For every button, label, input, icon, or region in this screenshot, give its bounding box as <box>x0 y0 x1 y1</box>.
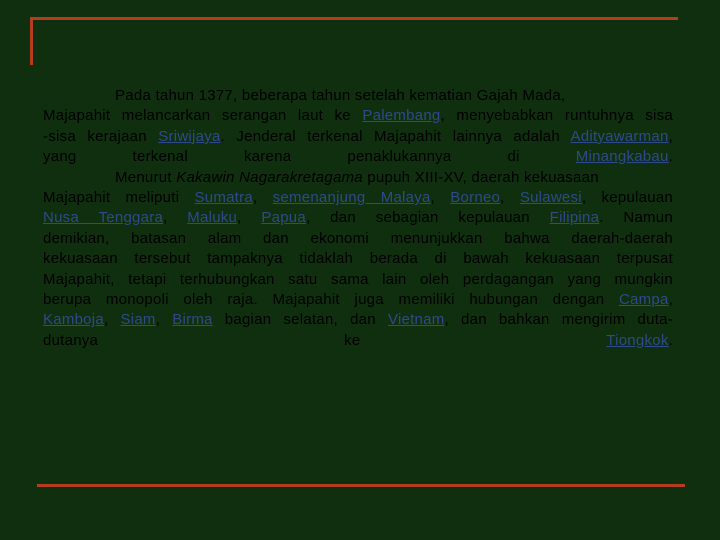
text-line <box>43 310 673 330</box>
italic-title-text: Kakawin Nagarakretagama <box>176 168 363 186</box>
body-paragraph <box>43 86 673 351</box>
text-line <box>43 290 673 310</box>
text-run: . Jenderal terkenal Majapahit lainnya adalah <box>220 127 571 145</box>
text-run: , <box>155 311 173 329</box>
text-run: , <box>237 209 262 227</box>
text-line <box>43 208 673 228</box>
text-line <box>43 229 673 249</box>
text-run: , kepulauan <box>581 189 674 207</box>
hyperlink[interactable]: Tiongkok <box>606 331 669 349</box>
text-run: , <box>430 189 451 207</box>
text-run: berupa monopoli oleh raja. Majapahit juga memiliki hubungan dengan <box>43 291 619 309</box>
text-run: , <box>103 311 121 329</box>
hyperlink[interactable]: Palembang <box>362 107 441 125</box>
text-run: bagian selatan, dan <box>212 311 388 329</box>
text-run: pupuh XIII-XV, daerah kekuasaan <box>362 168 599 186</box>
hyperlink[interactable]: Papua <box>261 209 306 227</box>
bottom-rule-line <box>37 484 685 487</box>
text-line <box>43 249 673 269</box>
text-run: , <box>252 189 273 207</box>
text-line <box>43 188 673 208</box>
hyperlink[interactable]: Nusa Tenggara <box>43 209 164 227</box>
hyperlink[interactable]: Siam <box>120 311 156 329</box>
text-run: , <box>163 209 188 227</box>
text-run: , <box>500 189 520 207</box>
text-line <box>43 106 673 126</box>
hyperlink[interactable]: Sumatra <box>194 189 253 207</box>
hyperlink[interactable]: Campa <box>618 291 669 309</box>
hyperlink[interactable]: Sriwijaya <box>158 127 221 145</box>
text-run: , <box>668 291 673 309</box>
text-line <box>43 331 673 351</box>
hyperlink[interactable]: Sulawesi <box>519 189 582 207</box>
hyperlink[interactable]: semenanjung Malaya <box>272 189 431 207</box>
text-run: kekuasaan tersebut tampaknya tidaklah berada di bawah kekuasaan terpusat <box>43 250 673 268</box>
text-run: , dan bahkan mengirim duta- <box>444 311 673 329</box>
text-run: -sisa kerajaan <box>43 127 159 145</box>
text-line <box>43 270 673 290</box>
text-run: . <box>668 148 673 166</box>
text-run: . <box>668 331 673 349</box>
text-run: Menurut <box>115 168 177 186</box>
hyperlink[interactable]: Adityawarman <box>570 127 669 145</box>
hyperlink[interactable]: Filipina <box>549 209 600 227</box>
text-line <box>43 127 673 147</box>
text-run: , menyebabkan runtuhnya sisa <box>440 107 673 125</box>
text-line <box>43 147 673 167</box>
hyperlink[interactable]: Borneo <box>450 189 501 207</box>
top-rule-line <box>30 17 678 20</box>
text-run: . Namun <box>599 209 673 227</box>
text-line <box>43 168 673 188</box>
text-run: Majapahit meliputi <box>43 189 195 207</box>
text-run: yang terkenal karena penaklukannya di <box>43 148 576 166</box>
text-run: demikian, batasan alam dan ekonomi menunjukkan bahwa daerah-daerah <box>43 229 673 247</box>
text-line <box>43 86 673 106</box>
hyperlink[interactable]: Minangkabau <box>575 148 669 166</box>
hyperlink[interactable]: Birma <box>172 311 213 329</box>
text-run: , <box>668 127 673 145</box>
hyperlink[interactable]: Kamboja <box>43 311 104 329</box>
hyperlink[interactable]: Maluku <box>187 209 238 227</box>
text-run: , dan sebagian kepulauan <box>305 209 550 227</box>
left-rule-line <box>30 17 33 65</box>
text-run: Majapahit melancarkan serangan laut ke <box>43 107 363 125</box>
text-run: Pada tahun 1377, beberapa tahun setelah kematian Gajah Mada, <box>115 87 566 104</box>
hyperlink[interactable]: Vietnam <box>387 311 445 329</box>
text-run: dutanya ke <box>43 331 607 349</box>
text-run: Majapahit, tetapi terhubungkan satu sama lain oleh perdagangan yang mungkin <box>43 270 673 288</box>
